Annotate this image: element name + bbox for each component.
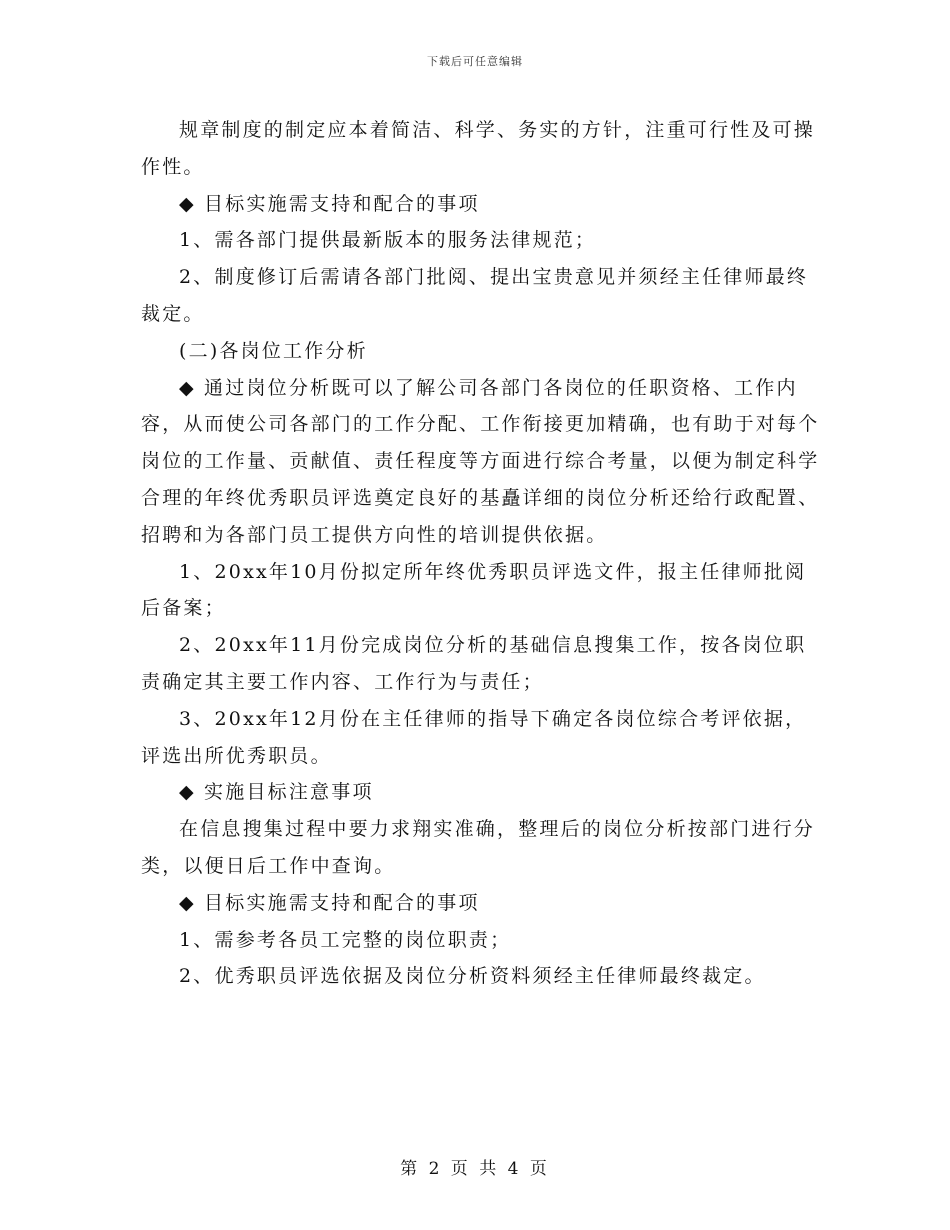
list-item: 3、20xx年12月份在主任律师的指导下确定各岗位综合考评依据，评选出所优秀职员。 [141,707,807,767]
list-item: 1、20xx年10月份拟定所年终优秀职员评选文件，报主任律师批阅后备案； [141,560,807,620]
bullet-heading: ◆ 实施目标注意事项 [179,781,374,804]
list-item: 2、20xx年11月份完成岗位分析的基础信息搜集工作，按各岗位职责确定其主要工作内容、工作行为与责任； [141,634,807,693]
bullet-heading: ◆ 目标实施需支持和配合的事项 [179,192,480,215]
list-item: 2、优秀职员评选依据及岗位分析资料须经主任律师最终裁定。 [179,965,766,988]
bullet-heading: ◆ 目标实施需支持和配合的事项 [179,891,480,914]
page-number: 第 2 页 共 4 页 [400,1159,550,1179]
section-heading: (二)各岗位工作分析 [179,339,368,362]
paragraph: ◆ 通过岗位分析既可以了解公司各部门各岗位的任职资格、工作内容，从而使公司各部门的工作分配、工作衔接更加精确，也有助于对每个岗位的工作量、贡献值、责任程度等方面进行综合考量，以便为制定科学合理的年终优秀职员评选奠定良好的基矗详细的岗位分析还给行政配置、招聘和为各部门员工提供方向性的培训提供依据。 [141,376,820,546]
list-item: 1、需参考各员工完整的岗位职责； [179,928,512,951]
list-item: 2、制度修订后需请各部门批阅、提出宝贵意见并须经主任律师最终裁定。 [141,266,809,325]
page-header-note: 下载后可任意编辑 [427,55,523,68]
document-body [141,112,821,995]
list-item: 1、需各部门提供最新版本的服务法律规范； [179,229,597,252]
paragraph: 在信息搜集过程中要力求翔实准确，整理后的岗位分析按部门进行分类，以便日后工作中查询。 [141,818,816,877]
paragraph: 规章制度的制定应本着简洁、科学、务实的方针，注重可行性及可操作性。 [141,119,816,178]
